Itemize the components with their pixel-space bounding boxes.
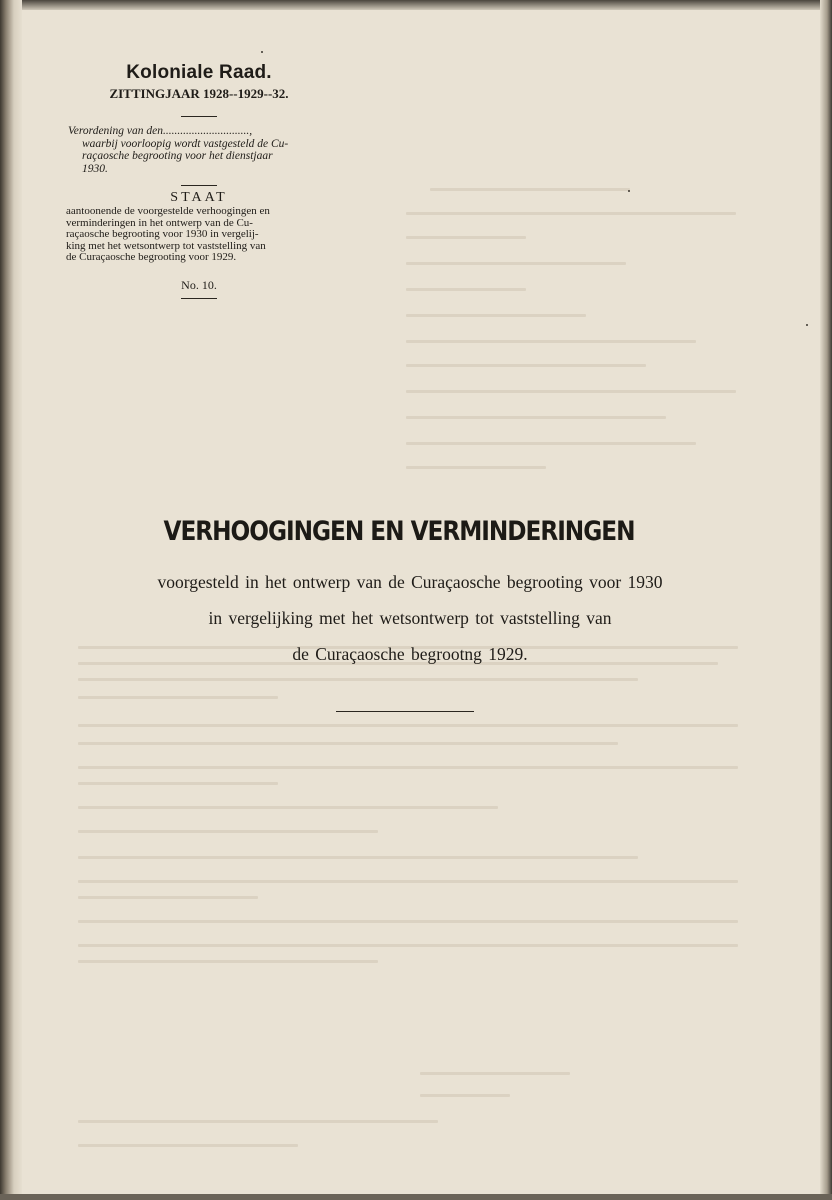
- ordinance-line: raçaosche begrooting voor het dienstjaar: [82, 150, 273, 162]
- subtitle-line: voorgesteld in het ontwerp van de Curaçaosche begrooting voor 1930: [157, 572, 663, 592]
- staat-heading: STAAT: [170, 190, 228, 205]
- header-block: [62, 62, 336, 299]
- header-rule: [181, 116, 217, 117]
- ordinance-line: waarbij voorloopig wordt vastgesteld de Cu-: [82, 137, 289, 150]
- number-rule: [181, 298, 217, 299]
- staat-line: de Curaçaosche begrooting voor 1929.: [66, 251, 237, 264]
- speck: [628, 190, 630, 192]
- closing-rule: [336, 711, 474, 712]
- subtitle-line: in vergelijking met het wetsontwerp tot vaststelling van: [208, 608, 612, 628]
- page-binding: [0, 0, 22, 1200]
- staat-line: aantoonende de voorgestelde verhoogingen en: [66, 205, 270, 217]
- page-top-edge: [0, 0, 832, 10]
- document-number: No. 10.: [181, 277, 217, 292]
- session-year: ZITTINGJAAR 1928--1929--32.: [109, 86, 289, 101]
- speck: [806, 324, 808, 326]
- main-title: VERHOOGINGEN EN VERMINDERINGEN: [163, 516, 635, 547]
- speck: [261, 51, 263, 53]
- ordinance-text: [62, 125, 336, 175]
- ordinance-line: 1930.: [82, 162, 108, 175]
- subtitle-line: de Curaçaosche begrootng 1929.: [292, 644, 528, 664]
- staat-line: king met het wetsontwerp tot vaststelling van: [66, 239, 266, 252]
- page-bottom-edge: [0, 1194, 832, 1200]
- ordinance-line: Verordening van den..............................,: [68, 125, 253, 137]
- staat-description: [62, 206, 336, 264]
- staat-line: raçaosche begrooting voor 1930 in vergelij-: [66, 228, 259, 241]
- section-rule: [181, 185, 217, 186]
- council-title: Koloniale Raad.: [126, 62, 272, 83]
- staat-line: verminderingen in het ontwerp van de Cu-: [66, 216, 253, 229]
- subtitle: [90, 564, 730, 672]
- page-right-edge: [820, 0, 832, 1200]
